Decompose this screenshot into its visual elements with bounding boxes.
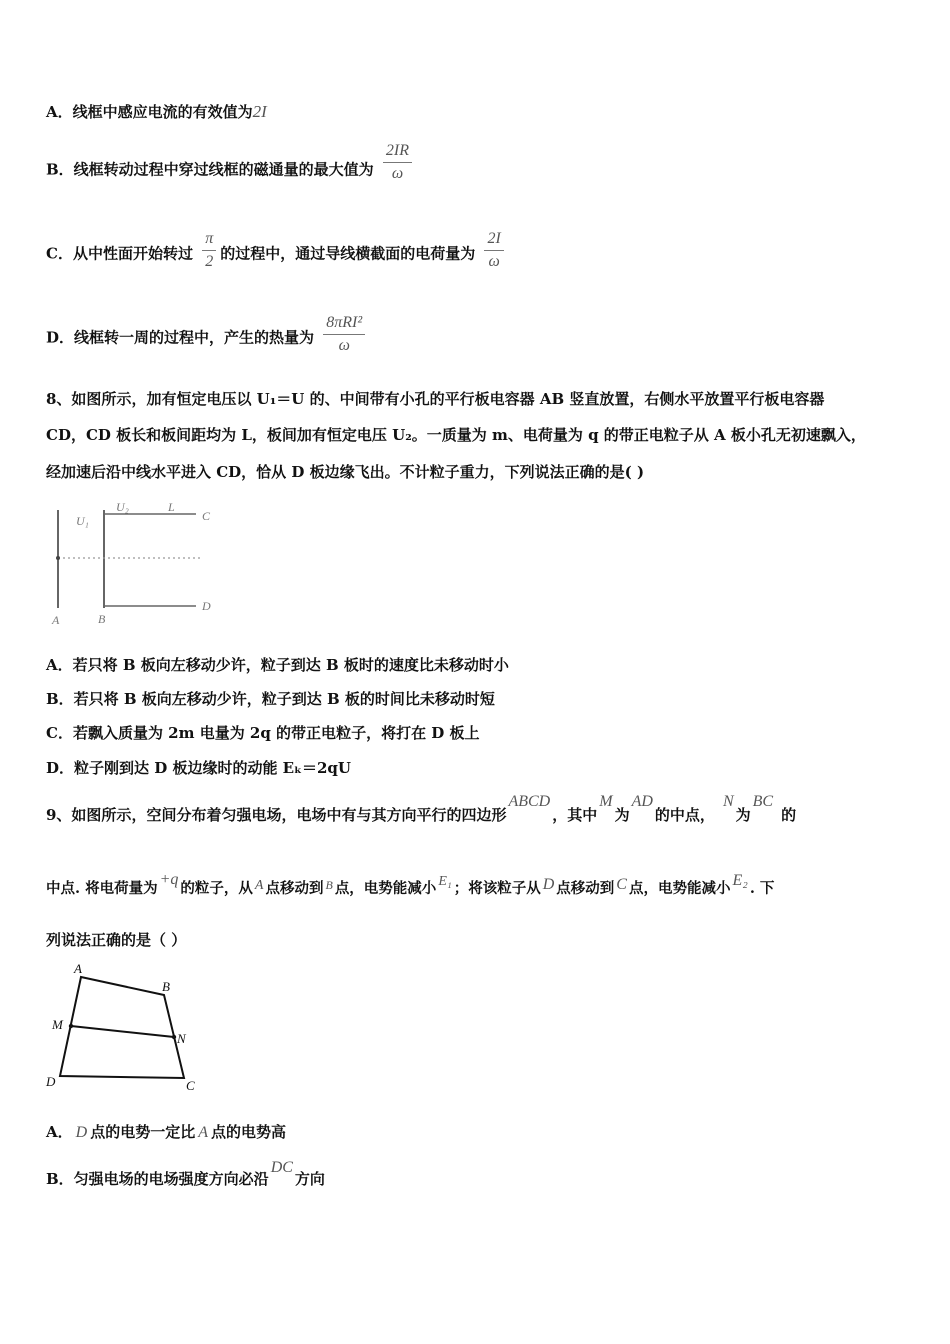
label-u2: U₂ (116, 500, 129, 514)
q7-option-d (46, 314, 369, 359)
math-bc: BC (752, 793, 774, 810)
q7-option-a-text: A．线框中感应电流的有效值为 (46, 103, 253, 121)
q9-option-a (46, 1122, 286, 1143)
q9-text-c: 为 (614, 806, 630, 824)
fraction-numerator: π (202, 230, 216, 251)
q9-line2-e: ；将该粒子从 (453, 880, 541, 897)
q9-text-e: 为 (735, 806, 751, 824)
fraction-denominator: ω (488, 253, 500, 270)
q9-line2-d: 点，电势能减小 (334, 880, 437, 897)
math-d: D (75, 1124, 88, 1141)
math-b: B (325, 878, 333, 892)
q9-text-f: 的 (781, 806, 797, 824)
fraction-denominator: ω (338, 337, 350, 354)
q9-line2-h: . 下 (749, 880, 775, 897)
math-ad: AD (631, 793, 653, 810)
q8-option-d: D．粒子刚到达 D 板边缘时的动能 Eₖ＝2qU (46, 759, 351, 777)
q9-line2-c: 点移动到 (265, 880, 324, 897)
q9-option-b-prefix: B．匀强电场的电场强度方向必沿 (46, 1170, 269, 1188)
q9-option-b (46, 1159, 325, 1190)
q9-line2-a: 中点. 将电荷量为 (46, 880, 158, 897)
q9-stem-line-1 (46, 793, 797, 826)
q8-capacitor-figure (44, 496, 224, 630)
q9-text-d: 的中点， (654, 806, 715, 824)
label-d: D (202, 599, 211, 613)
q8-option-c: C．若飘入质量为 2m 电量为 2q 的带正电粒子，将打在 D 板上 (46, 724, 480, 742)
math-plus-q: +q (159, 871, 179, 888)
q8-option-a: A．若只将 B 板向左移动少许，粒子到达 B 板时的速度比未移动时小 (46, 656, 509, 674)
math-a: A (198, 1124, 208, 1141)
math-e1: E₁ (438, 874, 452, 889)
math-n: N (722, 793, 734, 810)
q9-option-a-prefix: A． (46, 1123, 73, 1141)
q9-text-a: 9、如图所示，空间分布着匀强电场，电场中有与其方向平行的四边形 (46, 806, 507, 824)
q9-quadrilateral-figure (44, 958, 214, 1098)
math-d: D (542, 876, 555, 893)
q7-option-b-fraction (383, 142, 412, 183)
fraction-denominator: ω (391, 165, 404, 182)
q7-option-c (46, 230, 508, 275)
label-a: A (74, 961, 82, 976)
fraction-numerator: 2IR (383, 142, 412, 163)
q8-stem-line-2: CD，CD 板长和板间距均为 L，板间加有恒定电压 U₂。一质量为 m、电荷量为 q 的带正电粒子从 A 板小孔无初速飘入， (46, 426, 866, 444)
q7-option-c-angle (202, 230, 216, 271)
q7-option-b-text: B．线框转动过程中穿过线框的磁通量的最大值为 (46, 160, 374, 179)
q9-stem-line-3: 列说法正确的是（ ） (46, 931, 187, 949)
fraction-denominator: 2 (205, 253, 214, 270)
label-u1: U₁ (76, 514, 89, 528)
label-d: D (46, 1074, 56, 1089)
q7-option-b (46, 142, 416, 191)
q9-line2-g: 点，电势能减小 (628, 880, 731, 897)
q7-option-d-text: D．线框转一周的过程中，产生的热量为 (46, 328, 315, 347)
q9-option-a-suffix: 点的电势高 (211, 1123, 287, 1141)
q9-stem-line-2 (46, 871, 775, 900)
q7-option-a-math: 2I (252, 102, 267, 121)
q8-option-b: B．若只将 B 板向左移动少许，粒子到达 B 板的时间比未移动时短 (46, 690, 495, 708)
q7-option-c-text-2: 的过程中，通过导线横截面的电荷量为 (220, 244, 476, 263)
q8-stem-line-1: 8、如图所示，加有恒定电压以 U₁＝U 的、中间带有小孔的平行板电容器 AB 竖直放置，右侧水平放置平行板电容器 (46, 390, 825, 408)
label-b: B (98, 612, 106, 626)
label-b: B (162, 979, 170, 994)
math-abcd: ABCD (508, 793, 551, 810)
q7-option-c-text: C．从中性面开始转过 (46, 244, 193, 263)
label-c: C (186, 1078, 195, 1093)
label-l: L (168, 500, 175, 514)
point-m (69, 1024, 73, 1028)
math-a: A (254, 878, 264, 893)
q9-line2-b: 的粒子，从 (180, 880, 253, 897)
label-m: M (52, 1017, 63, 1032)
q7-option-c-fraction (484, 230, 503, 271)
math-c: C (616, 876, 627, 893)
label-c: C (202, 509, 211, 523)
segment-mn (71, 1026, 174, 1037)
math-m: M (599, 793, 613, 810)
q9-text-b: ，其中 (552, 806, 598, 824)
q7-option-a (46, 102, 267, 122)
q7-option-d-fraction (323, 314, 365, 355)
math-dc: DC (270, 1159, 293, 1176)
q9-option-b-suffix: 方向 (294, 1170, 325, 1188)
point-n (172, 1035, 176, 1039)
math-e2: E₂ (732, 872, 748, 889)
particle-dot (56, 556, 60, 560)
fraction-numerator: 8πRI² (323, 314, 365, 335)
label-n: N (177, 1031, 186, 1046)
fraction-numerator: 2I (484, 230, 503, 251)
q9-line2-f: 点移动到 (556, 880, 615, 897)
q8-stem-line-3: 经加速后沿中线水平进入 CD，恰从 D 板边缘飞出。不计粒子重力，下列说法正确的是( ) (46, 463, 645, 481)
q9-option-a-mid: 点的电势一定比 (90, 1123, 196, 1141)
label-a: A (52, 613, 60, 627)
